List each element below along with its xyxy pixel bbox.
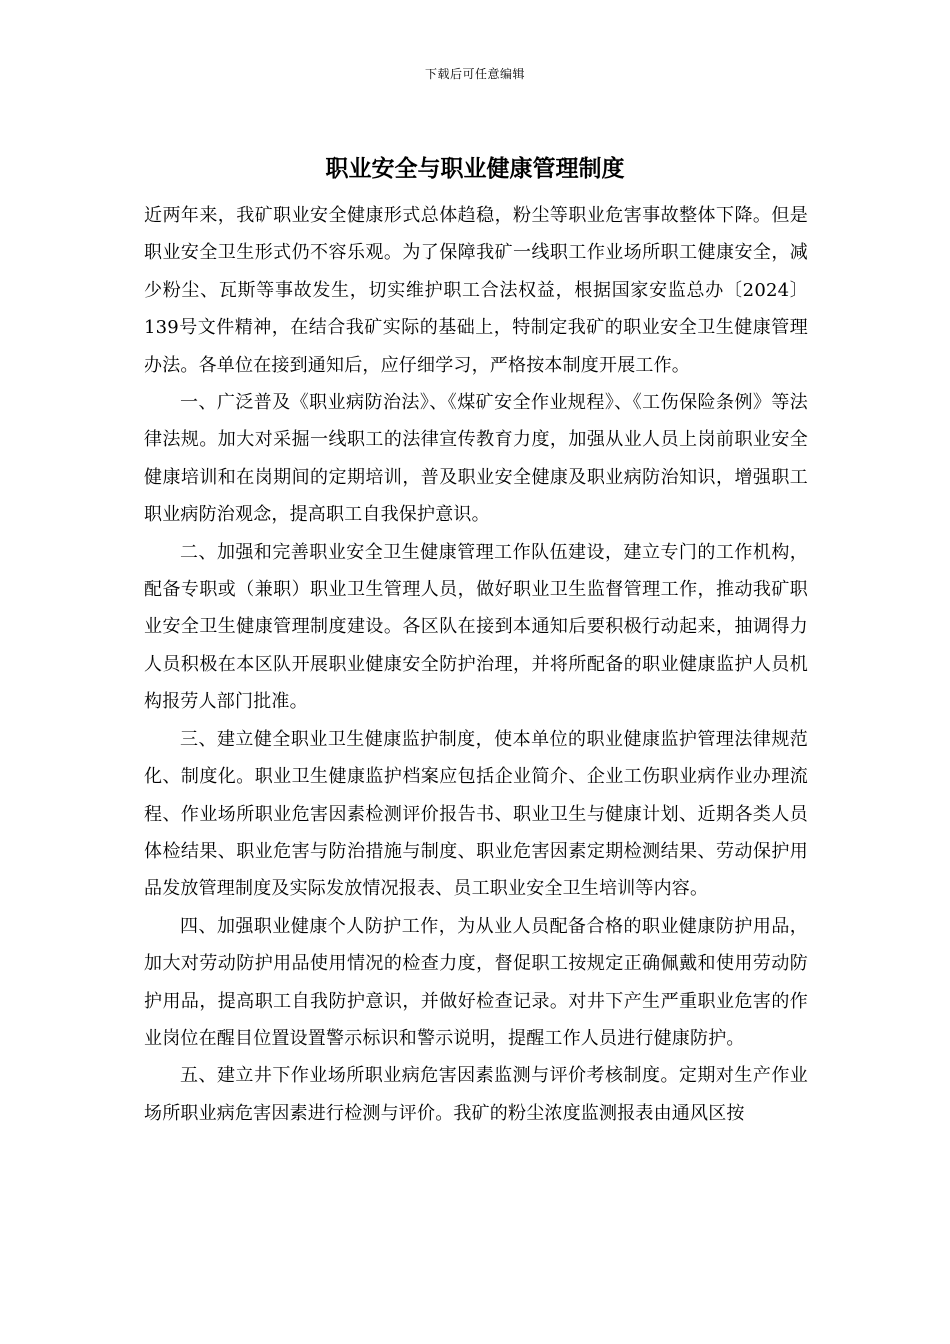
paragraph-section-1: 一、广泛普及《职业病防治法》、《煤矿安全作业规程》、《工伤保险条例》等法律法规。加大对采掘一线职工的法律宣传教育力度，加强从业人员上岗前职业安全健康培训和在岗期间的定期培训，普及职业安全健康及职业病防治知识，增强职工职业病防治观念，提高职工自我保护意识。 — [144, 392, 808, 526]
paragraph-section-5: 五、建立井下作业场所职业病危害因素监测与评价考核制度。定期对生产作业场所职业病危害因素进行检测与评价。我矿的粉尘浓度监测报表由通风区按 — [144, 1065, 808, 1124]
paragraph-section-2: 二、加强和完善职业安全卫生健康管理工作队伍建设，建立专门的工作机构，配备专职或（兼职）职业卫生管理人员，做好职业卫生监督管理工作，推动我矿职业安全卫生健康管理制度建设。各区队在接到本通知后要积极行动起来，抽调得力人员积极在本区队开展职业健康安全防护治理，并将所配备的职业健康监护人员机构报劳人部门批准。 — [144, 541, 808, 713]
page-header-note: 下载后可任意编辑 — [424, 67, 525, 81]
paragraph-section-4: 四、加强职业健康个人防护工作，为从业人员配备合格的职业健康防护用品，加大对劳动防护用品使用情况的检查力度，督促职工按规定正确佩戴和使用劳动防护用品，提高职工自我防护意识，并做好检查记录。对井下产生严重职业危害的作业岗位在醒目位置设置警示标识和警示说明，提醒工作人员进行健康防护。 — [144, 915, 808, 1049]
paragraph-section-3: 三、建立健全职业卫生健康监护制度，使本单位的职业健康监护管理法律规范化、制度化。职业卫生健康监护档案应包括企业简介、企业工伤职业病作业办理流程、作业场所职业危害因素检测评价报告书、职业卫生与健康计划、近期各类人员体检结果、职业危害与防治措施与制度、职业危害因素定期检测结果、劳动保护用品发放管理制度及实际发放情况报表、员工职业安全卫生培训等内容。 — [144, 728, 808, 900]
document-title: 职业安全与职业健康管理制度 — [325, 156, 625, 182]
paragraph-intro: 近两年来，我矿职业安全健康形式总体趋稳，粉尘等职业危害事故整体下降。但是职业安全卫生形式仍不容乐观。为了保障我矿一线职工作业场所职工健康安全，减少粉尘、瓦斯等事故发生，切实维护职工合法权益，根据国家安监总办〔2024〕139号文件精神，在结合我矿实际的基础上，特制定我矿的职业安全卫生健康管理办法。各单位在接到通知后，应仔细学习，严格按本制度开展工作。 — [144, 205, 808, 376]
document-body — [144, 197, 808, 1132]
